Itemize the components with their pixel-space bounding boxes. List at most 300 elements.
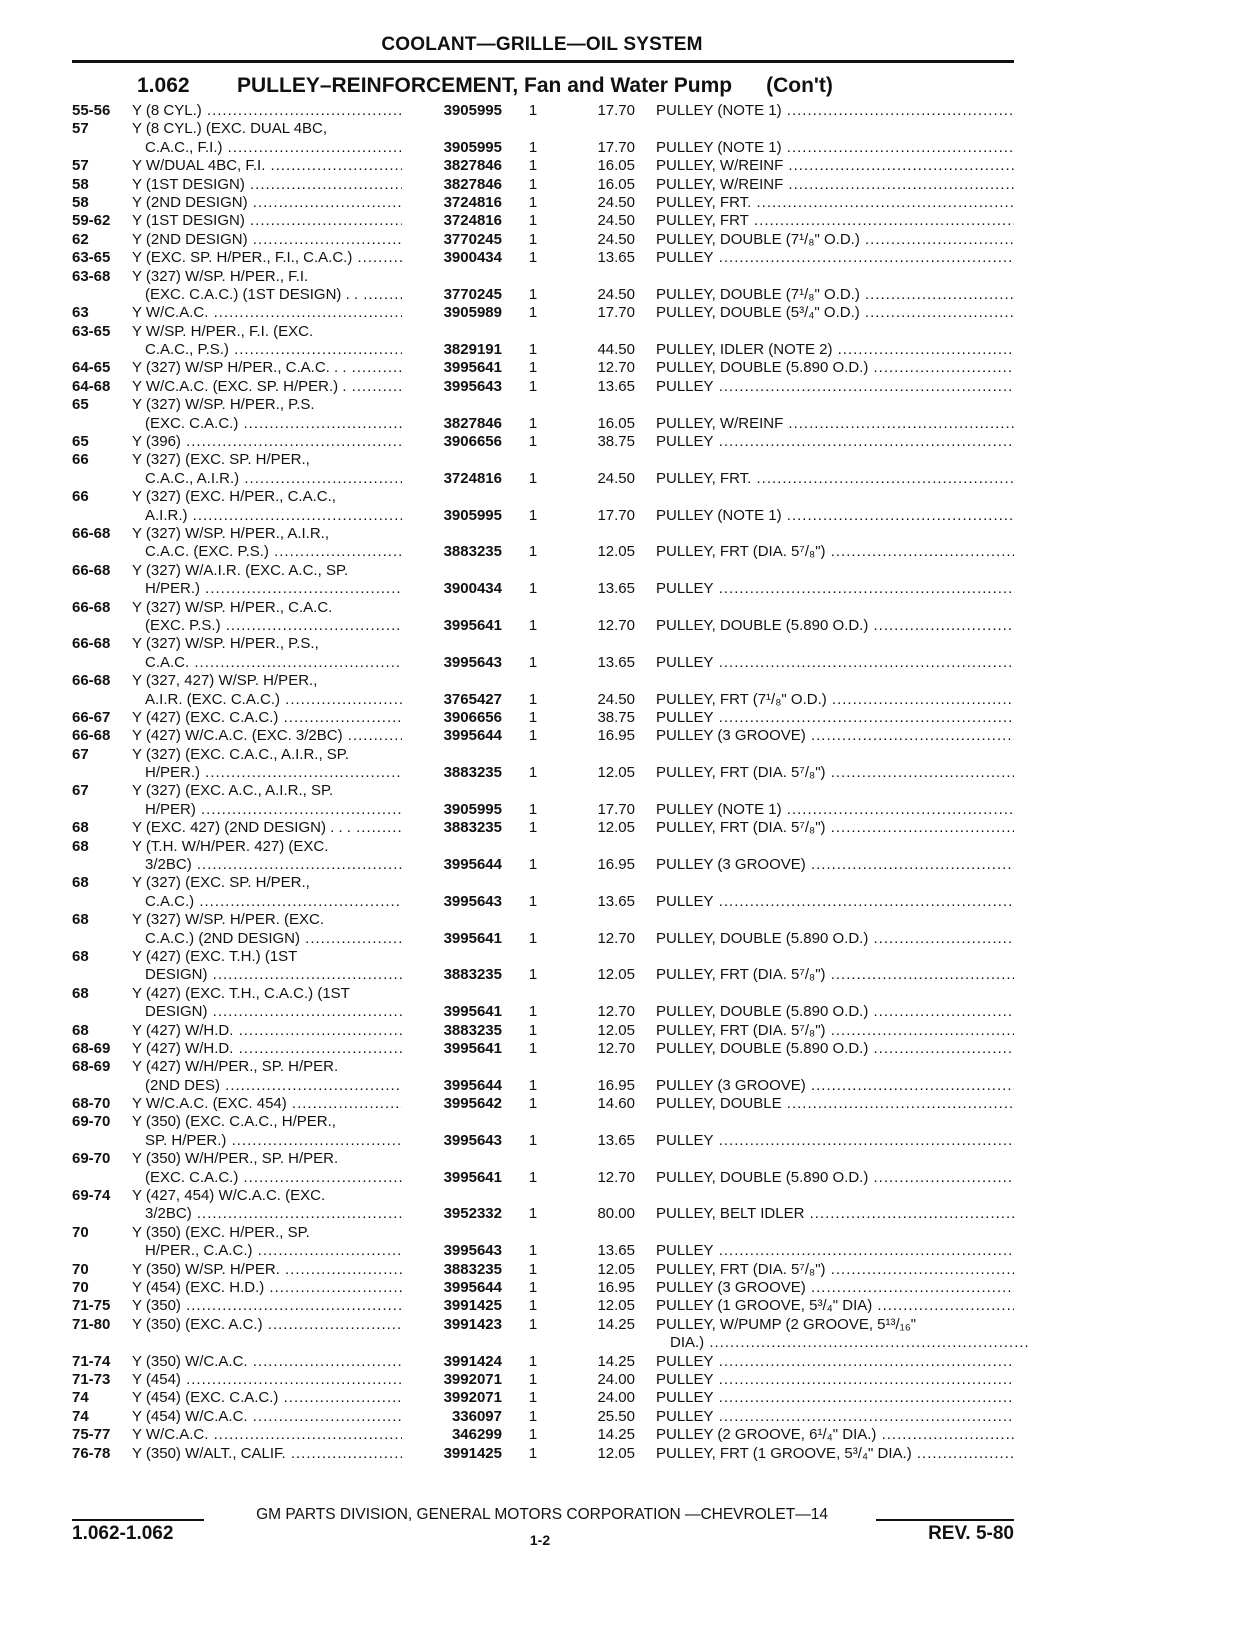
table-row — [0, 102, 1240, 120]
part-name: PULLEY ..... — [656, 580, 1014, 598]
part-name: PULLEY, W/PUMP (2 GROOVE, 5¹³/₁₆" — [656, 1315, 917, 1333]
application-description: Y (350) W/ALT., CALIF. ..... — [132, 1445, 402, 1463]
table-row — [0, 1426, 1240, 1444]
price: 14.25 — [597, 1315, 635, 1333]
part-name: PULLEY, FRT (DIA. 5⁷/₈") ..... — [656, 819, 1014, 837]
part-name: PULLEY, IDLER (NOTE 2) ..... — [656, 341, 1014, 359]
part-number: 3995643 — [443, 892, 502, 910]
model-year: 55-56 — [72, 102, 111, 119]
model-year: 66-68 — [72, 635, 111, 653]
model-year: 65 — [72, 396, 89, 414]
table-row — [0, 617, 1240, 635]
application-description: Y (350) W/H/PER., SP. H/PER. — [132, 1150, 339, 1168]
application-description: Y (327) W/SP. H/PER., C.A.C. — [132, 598, 333, 616]
application-description: Y W/C.A.C. (EXC. SP. H/PER.) . ..... — [132, 378, 402, 396]
price: 24.50 — [597, 690, 635, 708]
part-name: PULLEY (NOTE 1) ..... — [656, 139, 1014, 157]
application-description: Y (454) W/C.A.C. ..... — [132, 1408, 402, 1426]
application-description: Y (427) W/H/PER., SP. H/PER. — [132, 1058, 339, 1076]
table-row — [0, 139, 1240, 157]
section-heading — [137, 74, 833, 98]
application-description: Y (327) W/SP. H/PER., P.S., — [132, 635, 319, 653]
table-row — [0, 1205, 1240, 1223]
application-description: Y (327) W/A.I.R. (EXC. A.C., SP. — [132, 561, 349, 579]
quantity: 1 — [528, 1131, 538, 1149]
part-name: PULLEY, FRT ..... — [656, 212, 1014, 230]
quantity: 1 — [528, 800, 538, 818]
table-row — [0, 819, 1240, 837]
part-name: PULLEY (3 GROOVE) ..... — [656, 727, 1014, 745]
application-description: Y (327) (EXC. H/PER., C.A.C., — [132, 488, 336, 506]
table-row — [0, 268, 1240, 286]
part-name: PULLEY (NOTE 1) ..... — [656, 102, 1014, 120]
part-number: 3995644 — [443, 1279, 502, 1296]
price: 12.70 — [597, 1039, 635, 1057]
model-year: 71-75 — [72, 1297, 111, 1315]
price: 13.65 — [597, 249, 635, 267]
application-description: Y (327) (EXC. SP. H/PER., — [132, 874, 310, 892]
application-description: Y (350) W/SP. H/PER. ..... — [132, 1261, 402, 1279]
part-number: 3992071 — [443, 1370, 502, 1388]
part-number: 3905995 — [443, 506, 502, 524]
quantity: 1 — [528, 1389, 538, 1407]
table-row — [0, 691, 1240, 709]
quantity: 1 — [528, 138, 538, 156]
part-name: PULLEY ..... — [656, 1353, 1014, 1371]
table-row — [0, 470, 1240, 488]
application-description: C.A.C., A.I.R.) ..... — [145, 470, 402, 488]
application-description: (2ND DES) ..... — [145, 1077, 402, 1095]
quantity: 1 — [528, 230, 538, 248]
quantity: 1 — [528, 1205, 538, 1223]
quantity: 1 — [528, 433, 538, 451]
price: 13.65 — [597, 580, 635, 598]
table-row — [0, 1003, 1240, 1021]
part-number: 3995641 — [443, 359, 502, 377]
application-description: (EXC. C.A.C.) (1ST DESIGN) . . ..... — [145, 286, 402, 304]
application-description: Y W/SP. H/PER., F.I. (EXC. — [132, 322, 314, 340]
model-year: 57 — [72, 157, 89, 175]
table-row — [0, 782, 1240, 800]
model-year: 71-74 — [72, 1352, 111, 1370]
part-name: PULLEY (3 GROOVE) ..... — [656, 1279, 1014, 1297]
part-number: 3905995 — [443, 138, 502, 156]
model-year: 66-68 — [72, 727, 111, 745]
model-year: 71-80 — [72, 1315, 111, 1333]
table-row — [0, 304, 1240, 322]
application-description: Y (454) (EXC. C.A.C.) ..... — [132, 1389, 402, 1407]
part-number: 3770245 — [443, 230, 502, 248]
model-year: 68-69 — [72, 1039, 111, 1057]
table-row — [0, 286, 1240, 304]
quantity: 1 — [528, 285, 538, 303]
quantity: 1 — [528, 341, 538, 359]
part-name: PULLEY, DOUBLE (7¹/₈" O.D.) ..... — [656, 231, 1014, 249]
table-row — [0, 525, 1240, 543]
quantity: 1 — [528, 653, 538, 671]
table-row — [0, 727, 1240, 745]
part-name: PULLEY, FRT. ..... — [656, 194, 1014, 212]
application-description: Y (427) W/C.A.C. (EXC. 3/2BC) ..... — [132, 727, 402, 745]
section-number: 1.062 — [137, 74, 190, 97]
table-row — [0, 635, 1240, 653]
model-year: 67 — [72, 745, 89, 763]
part-name: PULLEY, W/REINF ..... — [656, 176, 1014, 194]
model-year: 62 — [72, 230, 89, 248]
model-year: 68 — [72, 984, 89, 1002]
quantity: 1 — [528, 856, 538, 874]
application-description: Y (T.H. W/H/PER. 427) (EXC. — [132, 837, 329, 855]
application-description: Y (350) W/C.A.C. ..... — [132, 1353, 402, 1371]
quantity: 1 — [528, 1426, 538, 1444]
price: 80.00 — [597, 1205, 635, 1223]
table-row — [0, 1316, 1240, 1334]
part-number: 3827846 — [443, 157, 502, 175]
part-number: 3952332 — [443, 1205, 502, 1223]
price: 38.75 — [597, 708, 635, 726]
price: 12.05 — [597, 1021, 635, 1039]
footer-section-range: 1.062-1.062 — [72, 1523, 174, 1544]
part-number: 3724816 — [443, 469, 502, 487]
part-number: 3827846 — [443, 414, 502, 432]
price: 16.05 — [597, 157, 635, 175]
table-row — [0, 1077, 1240, 1095]
quantity: 1 — [528, 727, 538, 745]
table-row — [0, 433, 1240, 451]
model-year: 68 — [72, 819, 89, 837]
model-year: 66-68 — [72, 524, 111, 542]
table-row — [0, 359, 1240, 377]
application-description: Y W/C.A.C. (EXC. 454) ..... — [132, 1095, 402, 1113]
part-number: 3883235 — [443, 966, 502, 984]
part-number: 3995641 — [443, 616, 502, 634]
quantity: 1 — [528, 892, 538, 910]
application-description: C.A.C. ..... — [145, 654, 402, 672]
price: 24.50 — [597, 212, 635, 230]
quantity: 1 — [528, 249, 538, 267]
model-year: 70 — [72, 1260, 89, 1278]
application-description: H/PER) ..... — [145, 801, 402, 819]
part-number: 3995641 — [443, 1003, 502, 1021]
part-number: 3724816 — [443, 193, 502, 211]
table-row — [0, 1058, 1240, 1076]
part-name: PULLEY (1 GROOVE, 5³/₄" DIA) ..... — [656, 1297, 1014, 1315]
price: 12.05 — [597, 1444, 635, 1462]
table-row — [0, 1408, 1240, 1426]
table-row — [0, 415, 1240, 433]
part-number: 3995643 — [443, 653, 502, 671]
price: 14.25 — [597, 1426, 635, 1444]
quantity: 1 — [528, 929, 538, 947]
part-number: 3900434 — [443, 249, 502, 267]
part-name: PULLEY ..... — [656, 709, 1014, 727]
price: 12.70 — [597, 1168, 635, 1186]
application-description: (EXC. C.A.C.) ..... — [145, 1169, 402, 1187]
footer-publisher: GM PARTS DIVISION, GENERAL MOTORS CORPORATION —CHEVROLET—14 — [256, 1506, 828, 1523]
table-row — [0, 654, 1240, 672]
price: 16.95 — [597, 1279, 635, 1296]
table-row — [0, 543, 1240, 561]
quantity: 1 — [528, 1168, 538, 1186]
quantity: 1 — [528, 1095, 538, 1113]
quantity: 1 — [528, 1352, 538, 1370]
part-name: PULLEY, DOUBLE (5.890 O.D.) ..... — [656, 1169, 1014, 1187]
part-number: 3905995 — [443, 102, 502, 119]
model-year: 66 — [72, 488, 89, 506]
footer-rule-right — [876, 1519, 1014, 1521]
table-row — [0, 1242, 1240, 1260]
part-number: 3995644 — [443, 727, 502, 745]
table-row — [0, 1095, 1240, 1113]
part-name: PULLEY, DOUBLE (5.890 O.D.) ..... — [656, 359, 1014, 377]
table-row — [0, 764, 1240, 782]
application-description: Y (454) (EXC. H.D.) ..... — [132, 1279, 402, 1297]
part-number: 3991425 — [443, 1297, 502, 1315]
price: 16.95 — [597, 727, 635, 745]
price: 14.25 — [597, 1352, 635, 1370]
quantity: 1 — [528, 175, 538, 193]
model-year: 66-68 — [72, 672, 111, 690]
application-description: Y (427) (EXC. T.H., C.A.C.) (1ST — [132, 984, 350, 1002]
quantity: 1 — [528, 377, 538, 395]
quantity: 1 — [528, 819, 538, 837]
table-row — [0, 948, 1240, 966]
page-title: COOLANT—GRILLE—OIL SYSTEM — [381, 34, 703, 55]
table-row — [0, 231, 1240, 249]
model-year: 63-65 — [72, 249, 111, 267]
application-description: Y (427) (EXC. C.A.C.) ..... — [132, 709, 402, 727]
part-name: PULLEY, BELT IDLER ..... — [656, 1205, 1014, 1223]
quantity: 1 — [528, 708, 538, 726]
table-row — [0, 1261, 1240, 1279]
price: 16.05 — [597, 175, 635, 193]
model-year: 69-70 — [72, 1150, 111, 1168]
model-year: 70 — [72, 1279, 89, 1296]
quantity: 1 — [528, 102, 538, 119]
quantity: 1 — [528, 1407, 538, 1425]
part-number: 3905989 — [443, 304, 502, 322]
model-year: 75-77 — [72, 1426, 111, 1444]
price: 24.50 — [597, 230, 635, 248]
quantity: 1 — [528, 1444, 538, 1462]
table-row — [0, 801, 1240, 819]
table-row — [0, 507, 1240, 525]
quantity: 1 — [528, 690, 538, 708]
part-number: 3883235 — [443, 1021, 502, 1039]
table-row — [0, 451, 1240, 469]
application-description: Y (427, 454) W/C.A.C. (EXC. — [132, 1187, 326, 1205]
quantity: 1 — [528, 212, 538, 230]
part-number: 346299 — [451, 1426, 502, 1444]
table-row — [0, 856, 1240, 874]
table-row — [0, 120, 1240, 138]
application-description: C.A.C.) ..... — [145, 893, 402, 911]
part-name: PULLEY, W/REINF ..... — [656, 157, 1014, 175]
part-number: 3724816 — [443, 212, 502, 230]
application-description: A.I.R.) ..... — [145, 507, 402, 525]
quantity: 1 — [528, 616, 538, 634]
model-year: 63-68 — [72, 267, 111, 285]
quantity: 1 — [528, 469, 538, 487]
application-description: 3/2BC) ..... — [145, 1205, 402, 1223]
table-row — [0, 562, 1240, 580]
quantity: 1 — [528, 1370, 538, 1388]
quantity: 1 — [528, 580, 538, 598]
quantity: 1 — [528, 1039, 538, 1057]
application-description: Y (396) ..... — [132, 433, 402, 451]
part-number: 3992071 — [443, 1389, 502, 1407]
model-year: 57 — [72, 120, 89, 138]
model-year: 58 — [72, 175, 89, 193]
part-number: 3995644 — [443, 856, 502, 874]
part-name: PULLEY, FRT (DIA. 5⁷/₈") ..... — [656, 966, 1014, 984]
price: 17.70 — [597, 138, 635, 156]
parts-list — [0, 102, 1240, 1463]
price: 12.70 — [597, 929, 635, 947]
application-description: Y (427) (EXC. T.H.) (1ST — [132, 947, 298, 965]
application-description: SP. H/PER.) ..... — [145, 1132, 402, 1150]
price: 14.60 — [597, 1095, 635, 1113]
application-description: H/PER., C.A.C.) ..... — [145, 1242, 402, 1260]
price: 17.70 — [597, 304, 635, 322]
application-description: Y (350) ..... — [132, 1297, 402, 1315]
application-description: (EXC. P.S.) ..... — [145, 617, 402, 635]
table-row — [0, 1169, 1240, 1187]
application-description: Y (350) (EXC. H/PER., SP. — [132, 1223, 310, 1241]
model-year: 66-68 — [72, 561, 111, 579]
quantity: 1 — [528, 1279, 538, 1296]
price: 25.50 — [597, 1407, 635, 1425]
part-number: 3991423 — [443, 1315, 502, 1333]
price: 16.95 — [597, 1076, 635, 1094]
part-number: 3991424 — [443, 1352, 502, 1370]
part-name: PULLEY ..... — [656, 1132, 1014, 1150]
application-description: Y (2ND DESIGN) ..... — [132, 231, 402, 249]
price: 24.50 — [597, 193, 635, 211]
quantity: 1 — [528, 359, 538, 377]
footer-revision: REV. 5-80 — [928, 1523, 1014, 1544]
application-description: Y (2ND DESIGN) ..... — [132, 194, 402, 212]
table-row — [0, 1132, 1240, 1150]
application-description: Y (327) (EXC. A.C., A.I.R., SP. — [132, 782, 334, 800]
table-row — [0, 911, 1240, 929]
quantity: 1 — [528, 543, 538, 561]
application-description: Y (EXC. 427) (2ND DESIGN) . . . ..... — [132, 819, 402, 837]
price: 13.65 — [597, 653, 635, 671]
part-name: PULLEY, FRT (DIA. 5⁷/₈") ..... — [656, 764, 1014, 782]
part-number: 3829191 — [443, 341, 502, 359]
table-row — [0, 1445, 1240, 1463]
section-continued: (Con't) — [766, 74, 833, 97]
price: 24.50 — [597, 469, 635, 487]
table-row — [0, 1371, 1240, 1389]
application-description: Y (327) W/SP. H/PER., P.S. — [132, 396, 315, 414]
table-row — [0, 893, 1240, 911]
model-year: 68 — [72, 837, 89, 855]
application-description: Y W/C.A.C. ..... — [132, 1426, 402, 1444]
quantity: 1 — [528, 1003, 538, 1021]
price: 13.65 — [597, 1242, 635, 1260]
part-name: PULLEY, DOUBLE ..... — [656, 1095, 1014, 1113]
model-year: 69-70 — [72, 1113, 111, 1131]
model-year: 68 — [72, 874, 89, 892]
table-row — [0, 930, 1240, 948]
part-name: PULLEY, W/REINF ..... — [656, 415, 1014, 433]
model-year: 66 — [72, 451, 89, 469]
part-name: PULLEY (3 GROOVE) ..... — [656, 856, 1014, 874]
part-name: PULLEY ..... — [656, 893, 1014, 911]
price: 12.05 — [597, 1297, 635, 1315]
part-number: 3827846 — [443, 175, 502, 193]
model-year: 67 — [72, 782, 89, 800]
part-number: 336097 — [451, 1407, 502, 1425]
part-name: PULLEY, FRT (1 GROOVE, 5³/₄" DIA.) ..... — [656, 1445, 1014, 1463]
footer-page-number: 1-2 — [529, 1532, 551, 1548]
table-row — [0, 176, 1240, 194]
application-description: Y (427) W/H.D. ..... — [132, 1040, 402, 1058]
table-row — [0, 1389, 1240, 1407]
table-row — [0, 1279, 1240, 1297]
table-row — [0, 672, 1240, 690]
part-number: 3995643 — [443, 1131, 502, 1149]
part-number: 3995641 — [443, 929, 502, 947]
application-description: H/PER.) ..... — [145, 764, 402, 782]
part-number: 3883235 — [443, 543, 502, 561]
part-number: 3906656 — [443, 433, 502, 451]
part-name: PULLEY ..... — [656, 1389, 1014, 1407]
table-row — [0, 1224, 1240, 1242]
application-description: C.A.C., P.S.) ..... — [145, 341, 402, 359]
table-row — [0, 985, 1240, 1003]
part-number: 3995644 — [443, 1076, 502, 1094]
table-row — [0, 1353, 1240, 1371]
part-number: 3995642 — [443, 1095, 502, 1113]
model-year: 68 — [72, 947, 89, 965]
price: 16.95 — [597, 856, 635, 874]
table-row — [0, 212, 1240, 230]
quantity: 1 — [528, 506, 538, 524]
quantity: 1 — [528, 157, 538, 175]
application-description: Y (8 CYL.) ..... — [132, 102, 402, 120]
price: 38.75 — [597, 433, 635, 451]
application-description: Y (327) (EXC. C.A.C., A.I.R., SP. — [132, 745, 350, 763]
part-name: PULLEY, FRT (DIA. 5⁷/₈") ..... — [656, 1022, 1014, 1040]
price: 12.05 — [597, 966, 635, 984]
application-description: Y (1ST DESIGN) ..... — [132, 176, 402, 194]
application-description: H/PER.) ..... — [145, 580, 402, 598]
application-description: Y (327) W/SP H/PER., C.A.C. . . ..... — [132, 359, 402, 377]
part-name: PULLEY (NOTE 1) ..... — [656, 801, 1014, 819]
table-row — [0, 378, 1240, 396]
model-year: 68-70 — [72, 1095, 111, 1113]
price: 24.50 — [597, 285, 635, 303]
part-number: 3991425 — [443, 1444, 502, 1462]
part-name: PULLEY (NOTE 1) ..... — [656, 507, 1014, 525]
application-description: Y (327) W/SP. H/PER. (EXC. — [132, 911, 325, 929]
application-description: (EXC. C.A.C.) ..... — [145, 415, 402, 433]
table-row — [0, 1297, 1240, 1315]
table-row — [0, 580, 1240, 598]
part-name: PULLEY, FRT. ..... — [656, 470, 1014, 488]
application-description: Y (350) (EXC. C.A.C., H/PER., — [132, 1113, 336, 1131]
model-year: 76-78 — [72, 1444, 111, 1462]
application-description: C.A.C., F.I.) ..... — [145, 139, 402, 157]
application-description: DESIGN) ..... — [145, 966, 402, 984]
part-number: 3765427 — [443, 690, 502, 708]
quantity: 1 — [528, 1021, 538, 1039]
model-year: 68 — [72, 1021, 89, 1039]
application-description: Y (350) (EXC. A.C.) ..... — [132, 1316, 402, 1334]
